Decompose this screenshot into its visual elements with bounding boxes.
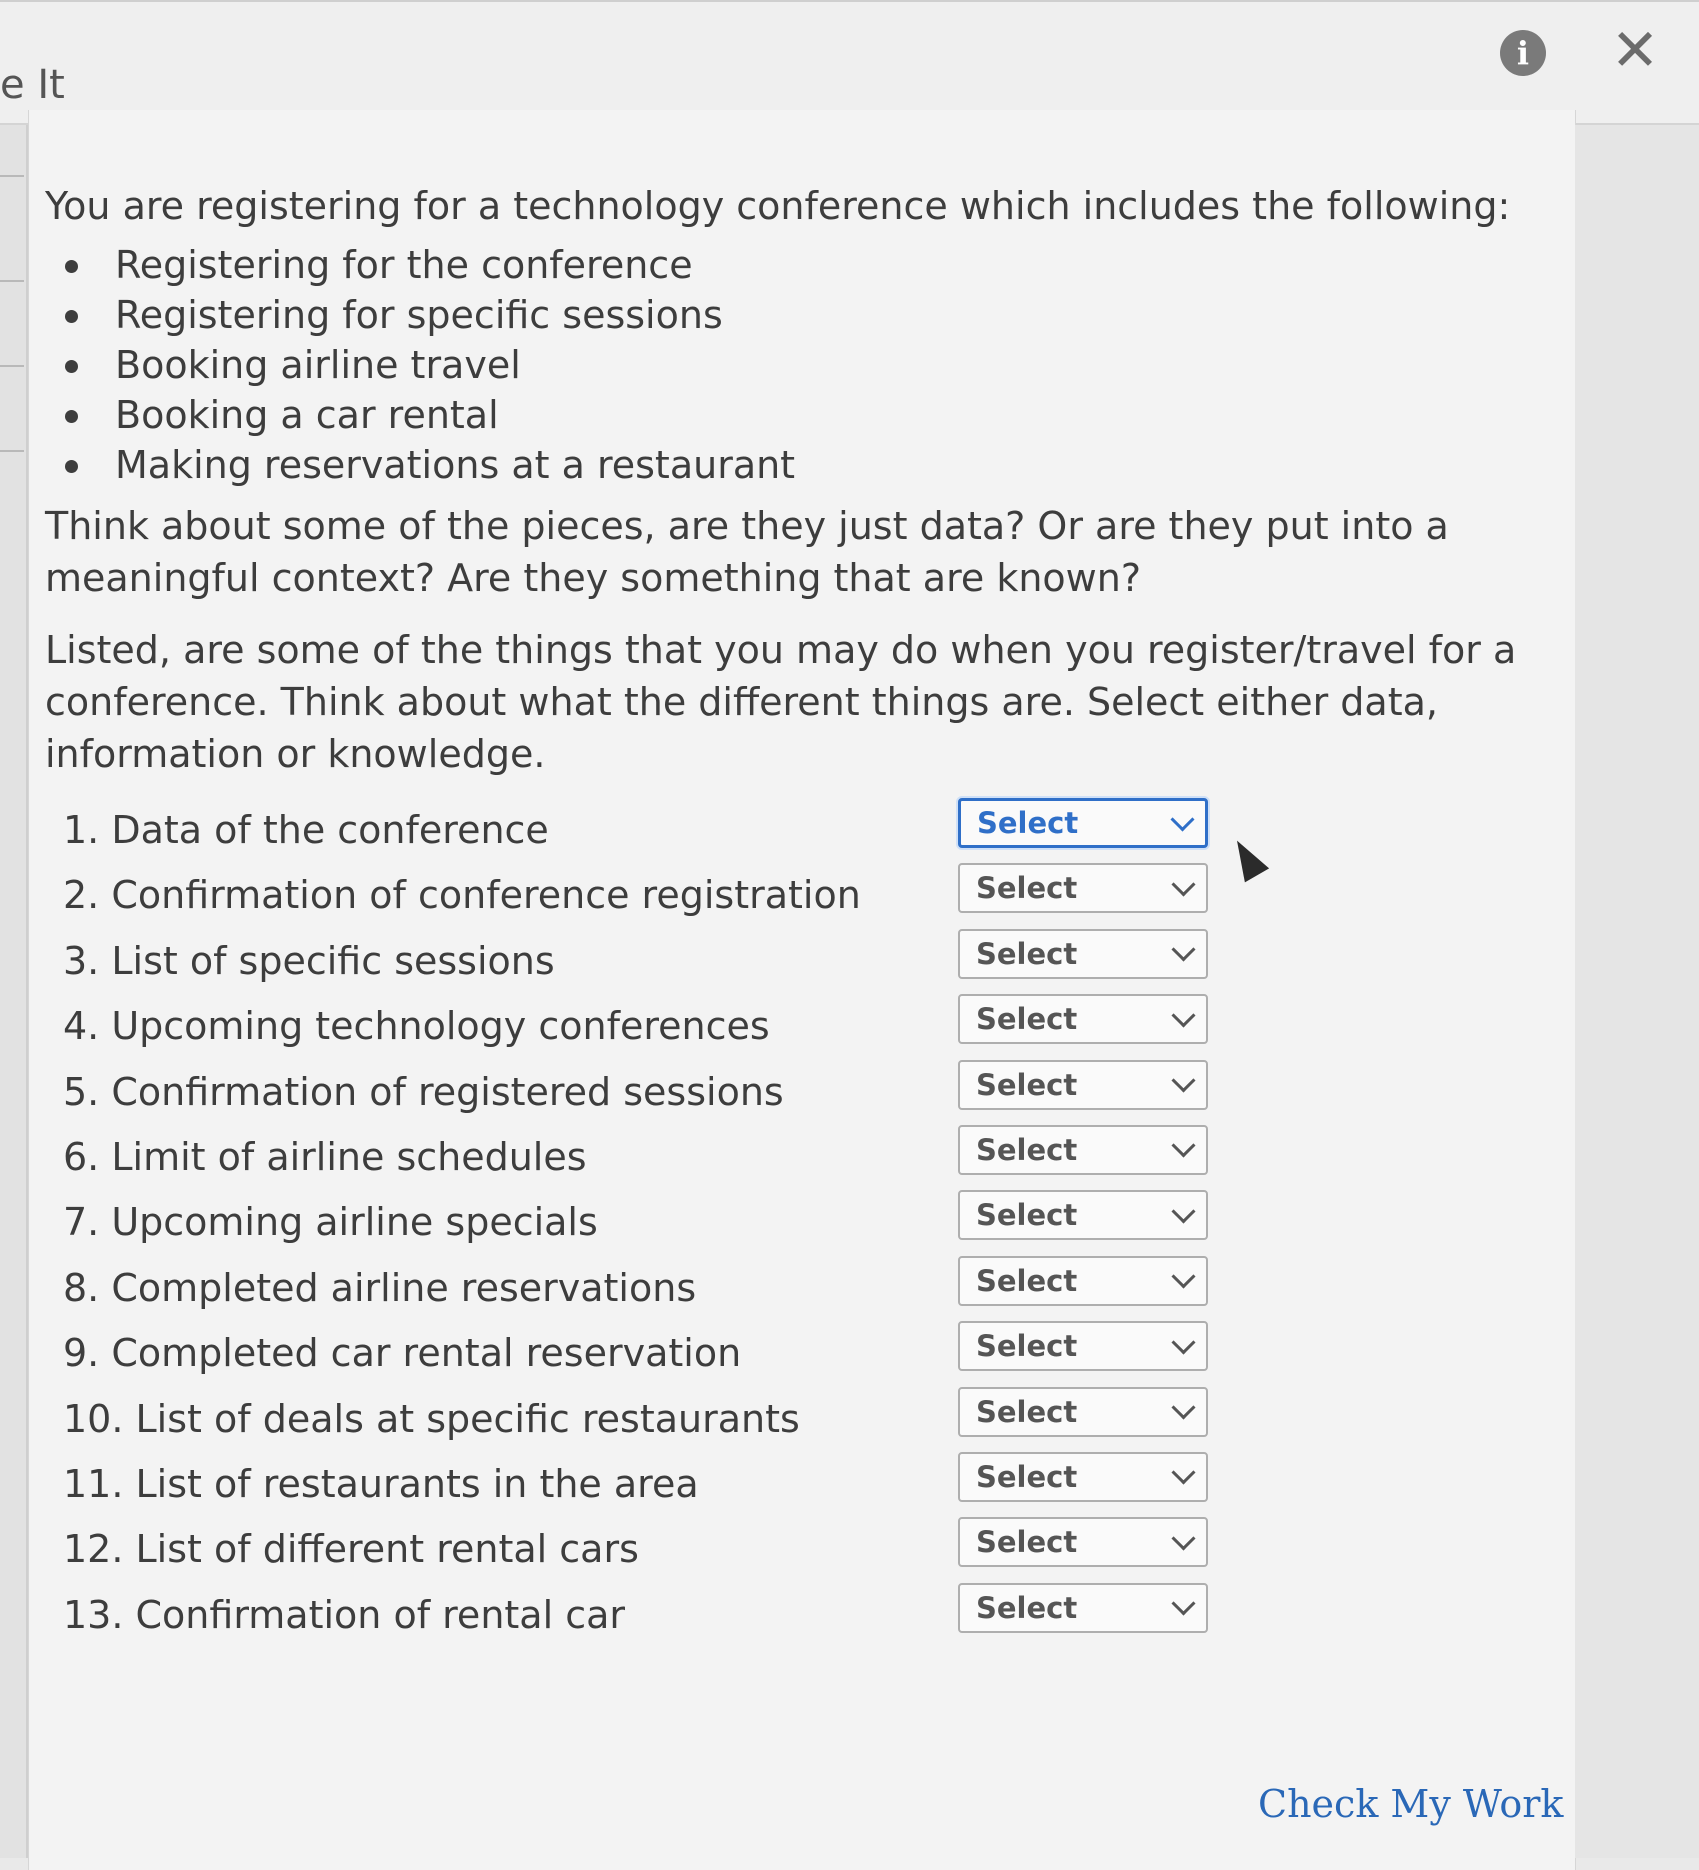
chevron-down-icon — [1171, 1265, 1195, 1289]
top-bar — [0, 0, 1699, 125]
rail-divider — [0, 175, 24, 177]
question-label: 12. List of different rental cars — [63, 1527, 639, 1572]
question-row — [45, 994, 1565, 1059]
answer-dropdown[interactable] — [958, 1387, 1208, 1437]
question-label: 8. Completed airline reservations — [63, 1265, 697, 1310]
dropdown-value: Select — [976, 1525, 1078, 1560]
right-strip — [1575, 125, 1699, 1858]
question-row — [45, 1256, 1565, 1321]
close-icon[interactable]: ✕ — [1610, 16, 1660, 84]
chevron-down-icon — [1171, 938, 1195, 962]
answer-dropdown[interactable] — [958, 1125, 1208, 1175]
classification-list — [45, 798, 1565, 1648]
question-row — [45, 1452, 1565, 1517]
question-row — [45, 1125, 1565, 1190]
question-content — [45, 180, 1565, 1648]
question-row — [45, 1060, 1565, 1125]
dropdown-value: Select — [976, 1590, 1078, 1625]
intro-text: You are registering for a technology conference which includes the following: — [45, 184, 1511, 228]
dropdown-value: Select — [976, 1329, 1078, 1364]
answer-dropdown[interactable] — [958, 1190, 1208, 1240]
dropdown-value: Select — [977, 806, 1079, 840]
answer-dropdown[interactable] — [958, 1256, 1208, 1306]
list-item: Registering for the conference — [115, 240, 1565, 290]
question-label: 3. List of specific sessions — [63, 938, 555, 983]
dropdown-value: Select — [976, 1067, 1078, 1102]
chevron-down-icon — [1171, 1526, 1195, 1550]
answer-dropdown[interactable] — [958, 929, 1208, 979]
chevron-down-icon — [1171, 1134, 1195, 1158]
question-row — [45, 929, 1565, 994]
chevron-down-icon — [1171, 1330, 1195, 1354]
dropdown-value: Select — [976, 1263, 1078, 1298]
chevron-down-icon — [1170, 807, 1194, 831]
list-item: Booking a car rental — [115, 390, 1565, 440]
chevron-down-icon — [1171, 1592, 1195, 1616]
answer-dropdown[interactable] — [958, 994, 1208, 1044]
answer-dropdown[interactable] — [958, 1321, 1208, 1371]
question-label: 10. List of deals at specific restaurants — [63, 1396, 800, 1441]
left-rail — [0, 125, 28, 1858]
question-label: 13. Confirmation of rental car — [63, 1592, 626, 1637]
list-item: Booking airline travel — [115, 340, 1565, 390]
context-paragraph: Think about some of the pieces, are they just data? Or are they put into a meaningful context? Are they something that are known? — [45, 504, 1449, 600]
chevron-down-icon — [1171, 1069, 1195, 1093]
question-label: 9. Completed car rental reservation — [63, 1331, 742, 1376]
answer-dropdown[interactable] — [958, 798, 1208, 848]
question-row — [45, 1321, 1565, 1386]
chevron-down-icon — [1171, 1461, 1195, 1485]
question-row — [45, 798, 1565, 863]
question-label: 11. List of restaurants in the area — [63, 1461, 699, 1506]
chevron-down-icon — [1171, 1199, 1195, 1223]
question-label: 5. Confirmation of registered sessions — [63, 1069, 784, 1114]
dropdown-value: Select — [976, 1132, 1078, 1167]
answer-dropdown[interactable] — [958, 1060, 1208, 1110]
answer-dropdown[interactable] — [958, 1583, 1208, 1633]
question-label: 2. Confirmation of conference registration — [63, 873, 861, 918]
dropdown-value: Select — [976, 1002, 1078, 1037]
question-label: 4. Upcoming technology conferences — [63, 1004, 770, 1049]
task-list — [45, 240, 1565, 490]
info-icon[interactable]: i — [1500, 30, 1546, 76]
question-row — [45, 1387, 1565, 1452]
list-item: Making reservations at a restaurant — [115, 440, 1565, 490]
dropdown-value: Select — [976, 1394, 1078, 1429]
rail-divider — [0, 280, 24, 282]
question-label: 6. Limit of airline schedules — [63, 1134, 587, 1179]
question-row — [45, 863, 1565, 928]
question-label: 1. Data of the conference — [63, 808, 549, 852]
instruction-paragraph: Listed, are some of the things that you may do when you register/travel for a conference. Think about what the different things are. Select either data, information or knowledge. — [45, 628, 1517, 776]
chevron-down-icon — [1171, 1003, 1195, 1027]
rail-divider — [0, 365, 24, 367]
dropdown-value: Select — [976, 936, 1078, 971]
answer-dropdown[interactable] — [958, 863, 1208, 913]
window-title: e It — [0, 62, 65, 108]
question-row — [45, 1190, 1565, 1255]
check-my-work-link[interactable]: Check My Work — [1258, 1782, 1564, 1826]
dropdown-value: Select — [976, 871, 1078, 906]
question-row — [45, 1517, 1565, 1582]
list-item: Registering for specific sessions — [115, 290, 1565, 340]
answer-dropdown[interactable] — [958, 1517, 1208, 1567]
question-label: 7. Upcoming airline specials — [63, 1200, 598, 1245]
chevron-down-icon — [1171, 872, 1195, 896]
question-row — [45, 1583, 1565, 1648]
rail-divider — [0, 450, 24, 452]
chevron-down-icon — [1171, 1395, 1195, 1419]
dropdown-value: Select — [976, 1459, 1078, 1494]
dropdown-value: Select — [976, 1198, 1078, 1233]
answer-dropdown[interactable] — [958, 1452, 1208, 1502]
